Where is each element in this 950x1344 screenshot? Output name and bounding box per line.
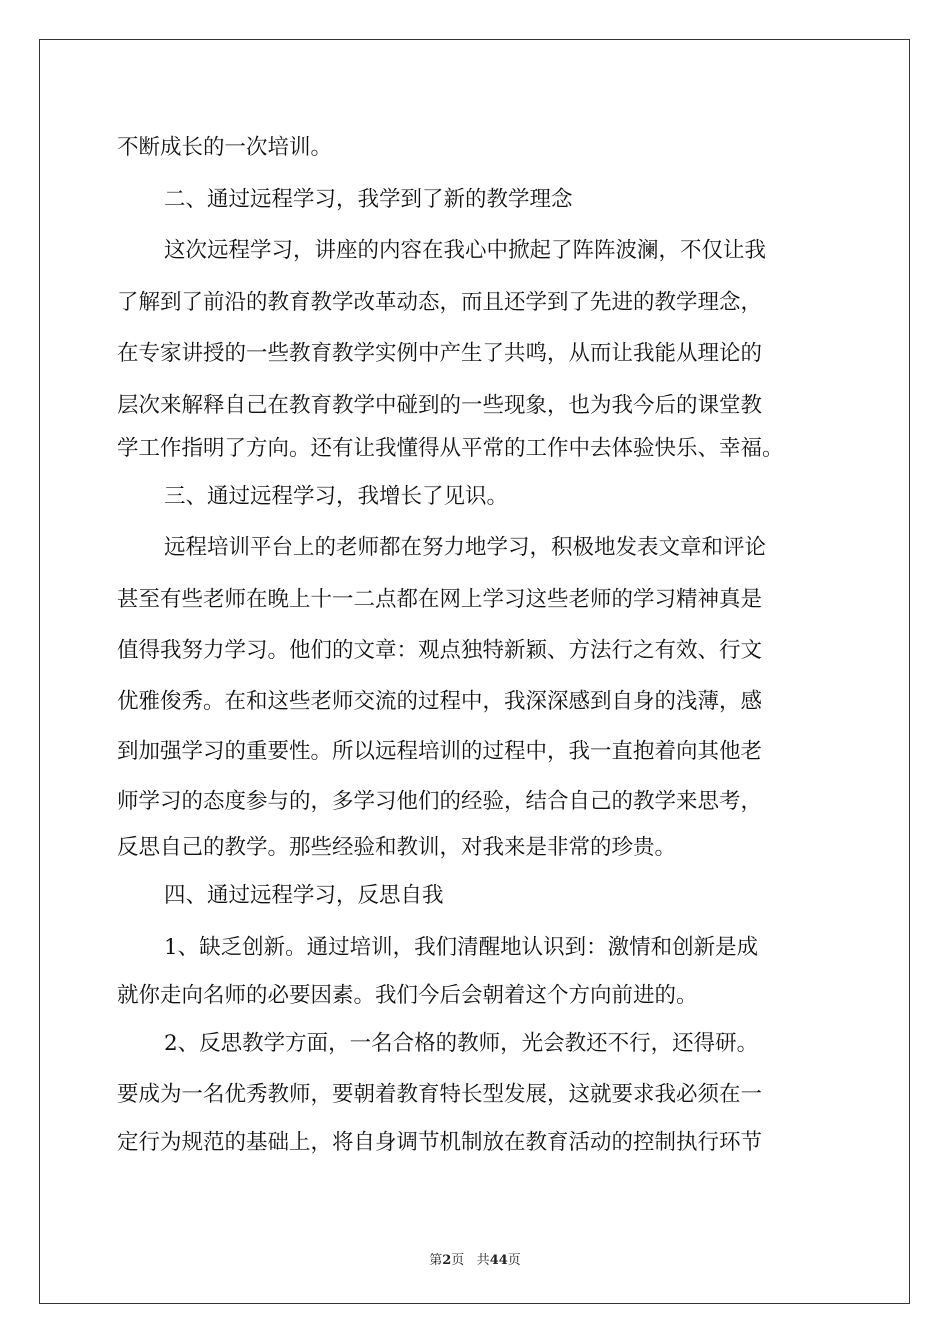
text-line-5: 在专家讲授的一些教育教学实例中产生了共鸣，从而让我能从理论的 (117, 341, 763, 366)
page-number: 2 (442, 1253, 452, 1268)
text-line-14: 师学习的态度参与的，多学习他们的经验，结合自己的教学来思考， (117, 789, 763, 814)
section-heading-2: 二、通过远程学习，我学到了新的教学理念 (164, 187, 573, 212)
text-line-11: 值得我努力学习。他们的文章：观点独特新颖、方法行之有效、行文 (117, 638, 763, 663)
total-pages: 44 (489, 1253, 508, 1268)
text-line-20: 要成为一名优秀教师，要朝着教育特长型发展，这就要求我必须在一 (117, 1082, 763, 1107)
text-line-7: 学工作指明了方向。还有让我懂得从平常的工作中去体验快乐、幸福。 (117, 436, 784, 461)
text-line-12: 优雅俊秀。在和这些老师交流的过程中，我深深感到自身的浅薄，感 (117, 689, 763, 714)
text-line-10: 甚至有些老师在晚上十一二点都在网上学习这些老师的学习精神真是 (117, 587, 763, 612)
text-line-17: 1、缺乏创新。通过培训，我们清醒地认识到：激情和创新是成 (164, 935, 759, 960)
section-heading-4: 四、通过远程学习，反思自我 (164, 883, 444, 908)
text-line-13: 到加强学习的重要性。所以远程培训的过程中，我一直抱着向其他老 (117, 739, 763, 764)
page-footer (0, 1249, 950, 1268)
text-line-15: 反思自己的教学。那些经验和教训，对我来是非常的珍贵。 (117, 835, 677, 860)
total-suffix: 页 (507, 1253, 521, 1268)
text-line-6: 层次来解释自己在教育教学中碰到的一些现象，也为我今后的课堂教 (117, 393, 763, 418)
text-line-21: 定行为规范的基础上，将自身调节机制放在教育活动的控制执行环节 (117, 1130, 763, 1155)
text-line-19: 2、反思教学方面，一名合格的教师，光会教还不行，还得研。 (164, 1031, 759, 1056)
page-suffix: 页 (451, 1253, 465, 1268)
page-border (39, 39, 910, 1304)
total-prefix: 共 (476, 1253, 490, 1268)
text-line-3: 这次远程学习，讲座的内容在我心中掀起了阵阵波澜，不仅让我 (164, 238, 767, 263)
text-line-18: 就你走向名师的必要因素。我们今后会朝着这个方向前进的。 (117, 983, 698, 1008)
section-heading-3: 三、通过远程学习，我增长了见识。 (164, 484, 509, 509)
text-line-4: 了解到了前沿的教育教学改革动态，而且还学到了先进的教学理念， (117, 290, 763, 315)
text-line-9: 远程培训平台上的老师都在努力地学习，积极地发表文章和评论 (164, 535, 767, 560)
page-prefix: 第 (429, 1253, 443, 1268)
text-line-1: 不断成长的一次培训。 (117, 135, 333, 160)
